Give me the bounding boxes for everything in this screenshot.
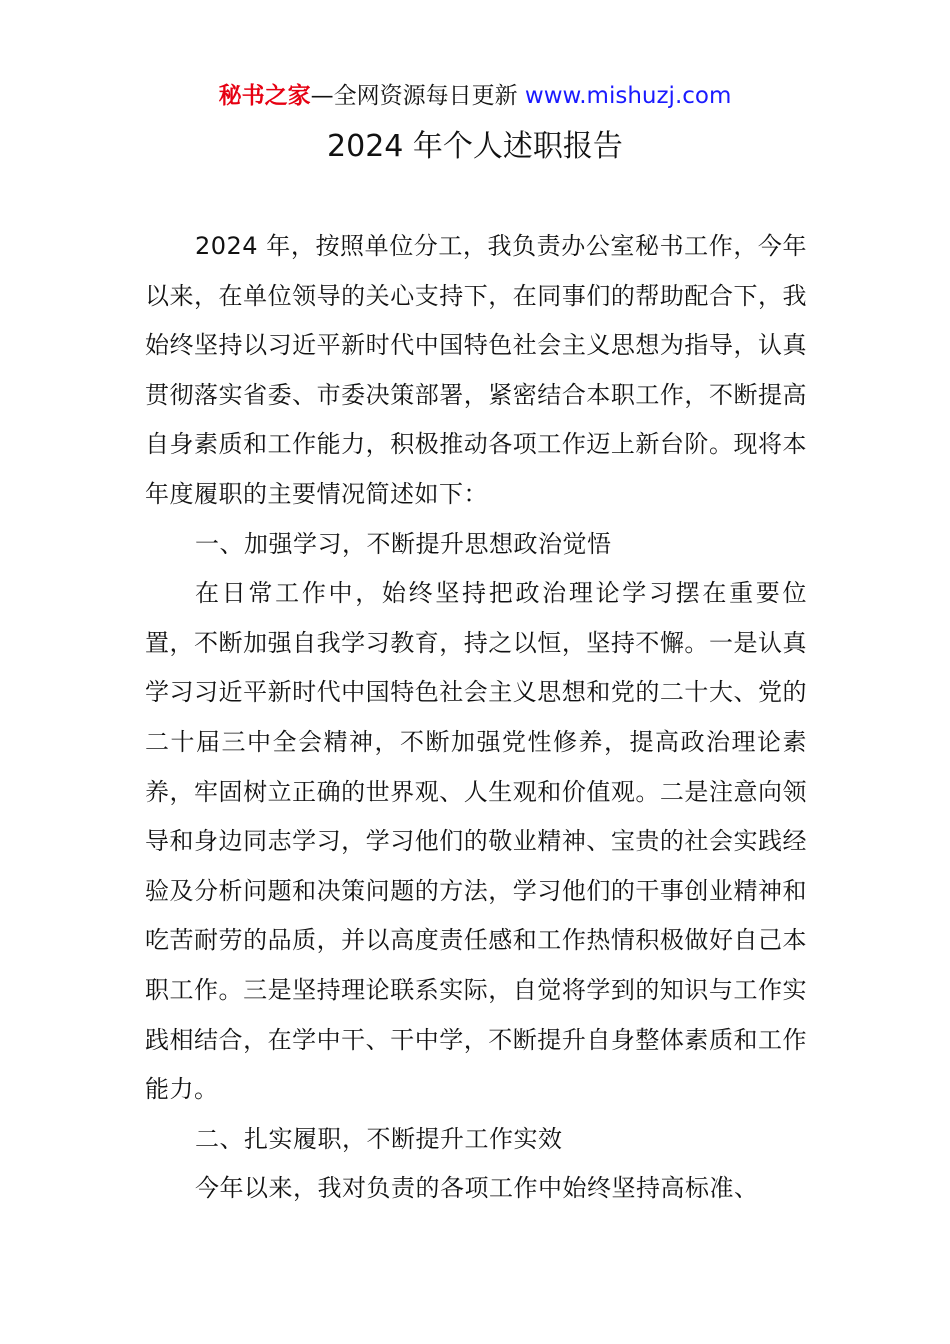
site-brand: 秘书之家 <box>218 83 311 109</box>
site-tagline: —全网资源每日更新 <box>310 83 518 109</box>
section-1-paragraph: 在日常工作中，始终坚持把政治理论学习摆在重要位置，不断加强自我学习教育，持之以恒，坚持不懈。一是认真学习习近平新时代中国特色社会主义思想和党的二十大、党的二十届三中全会精神，不断加强党性修养，提高政治理论素养，牢固树立正确的世界观、人生观和价值观。二是注意向领导和身边同志学习，学习他们的敬业精神、宝贵的社会实践经验及分析问题和决策问题的方法，学习他们的干事创业精神和吃苦耐劳的品质，并以高度责任感和工作热情积极做好自己本职工作。三是坚持理论联系实际，自觉将学到的知识与工作实践相结合，在学中干、干中学，不断提升自身整体素质和工作能力。 <box>145 579 807 1104</box>
document-title: 2024 年个人述职报告 <box>327 129 623 164</box>
intro-paragraph: 2024 年，按照单位分工，我负责办公室秘书工作，今年以来，在单位领导的关心支持下，在同事们的帮助配合下，我始终坚持以习近平新时代中国特色社会主义思想为指导，认真贯彻落实省委、市委决策部署，紧密结合本职工作，不断提高自身素质和工作能力，积极推动各项工作迈上新台阶。现将本年度履职的主要情况简述如下： <box>145 232 807 508</box>
site-url-link[interactable]: www.mishuzj.com <box>524 83 732 109</box>
site-banner <box>0 80 950 112</box>
section-heading-2: 二、扎实履职，不断提升工作实效 <box>195 1124 563 1153</box>
section-heading-1: 一、加强学习，不断提升思想政治觉悟 <box>195 529 612 558</box>
document-body <box>145 222 807 1214</box>
section-2-paragraph: 今年以来，我对负责的各项工作中始终坚持高标准、 <box>195 1174 759 1203</box>
